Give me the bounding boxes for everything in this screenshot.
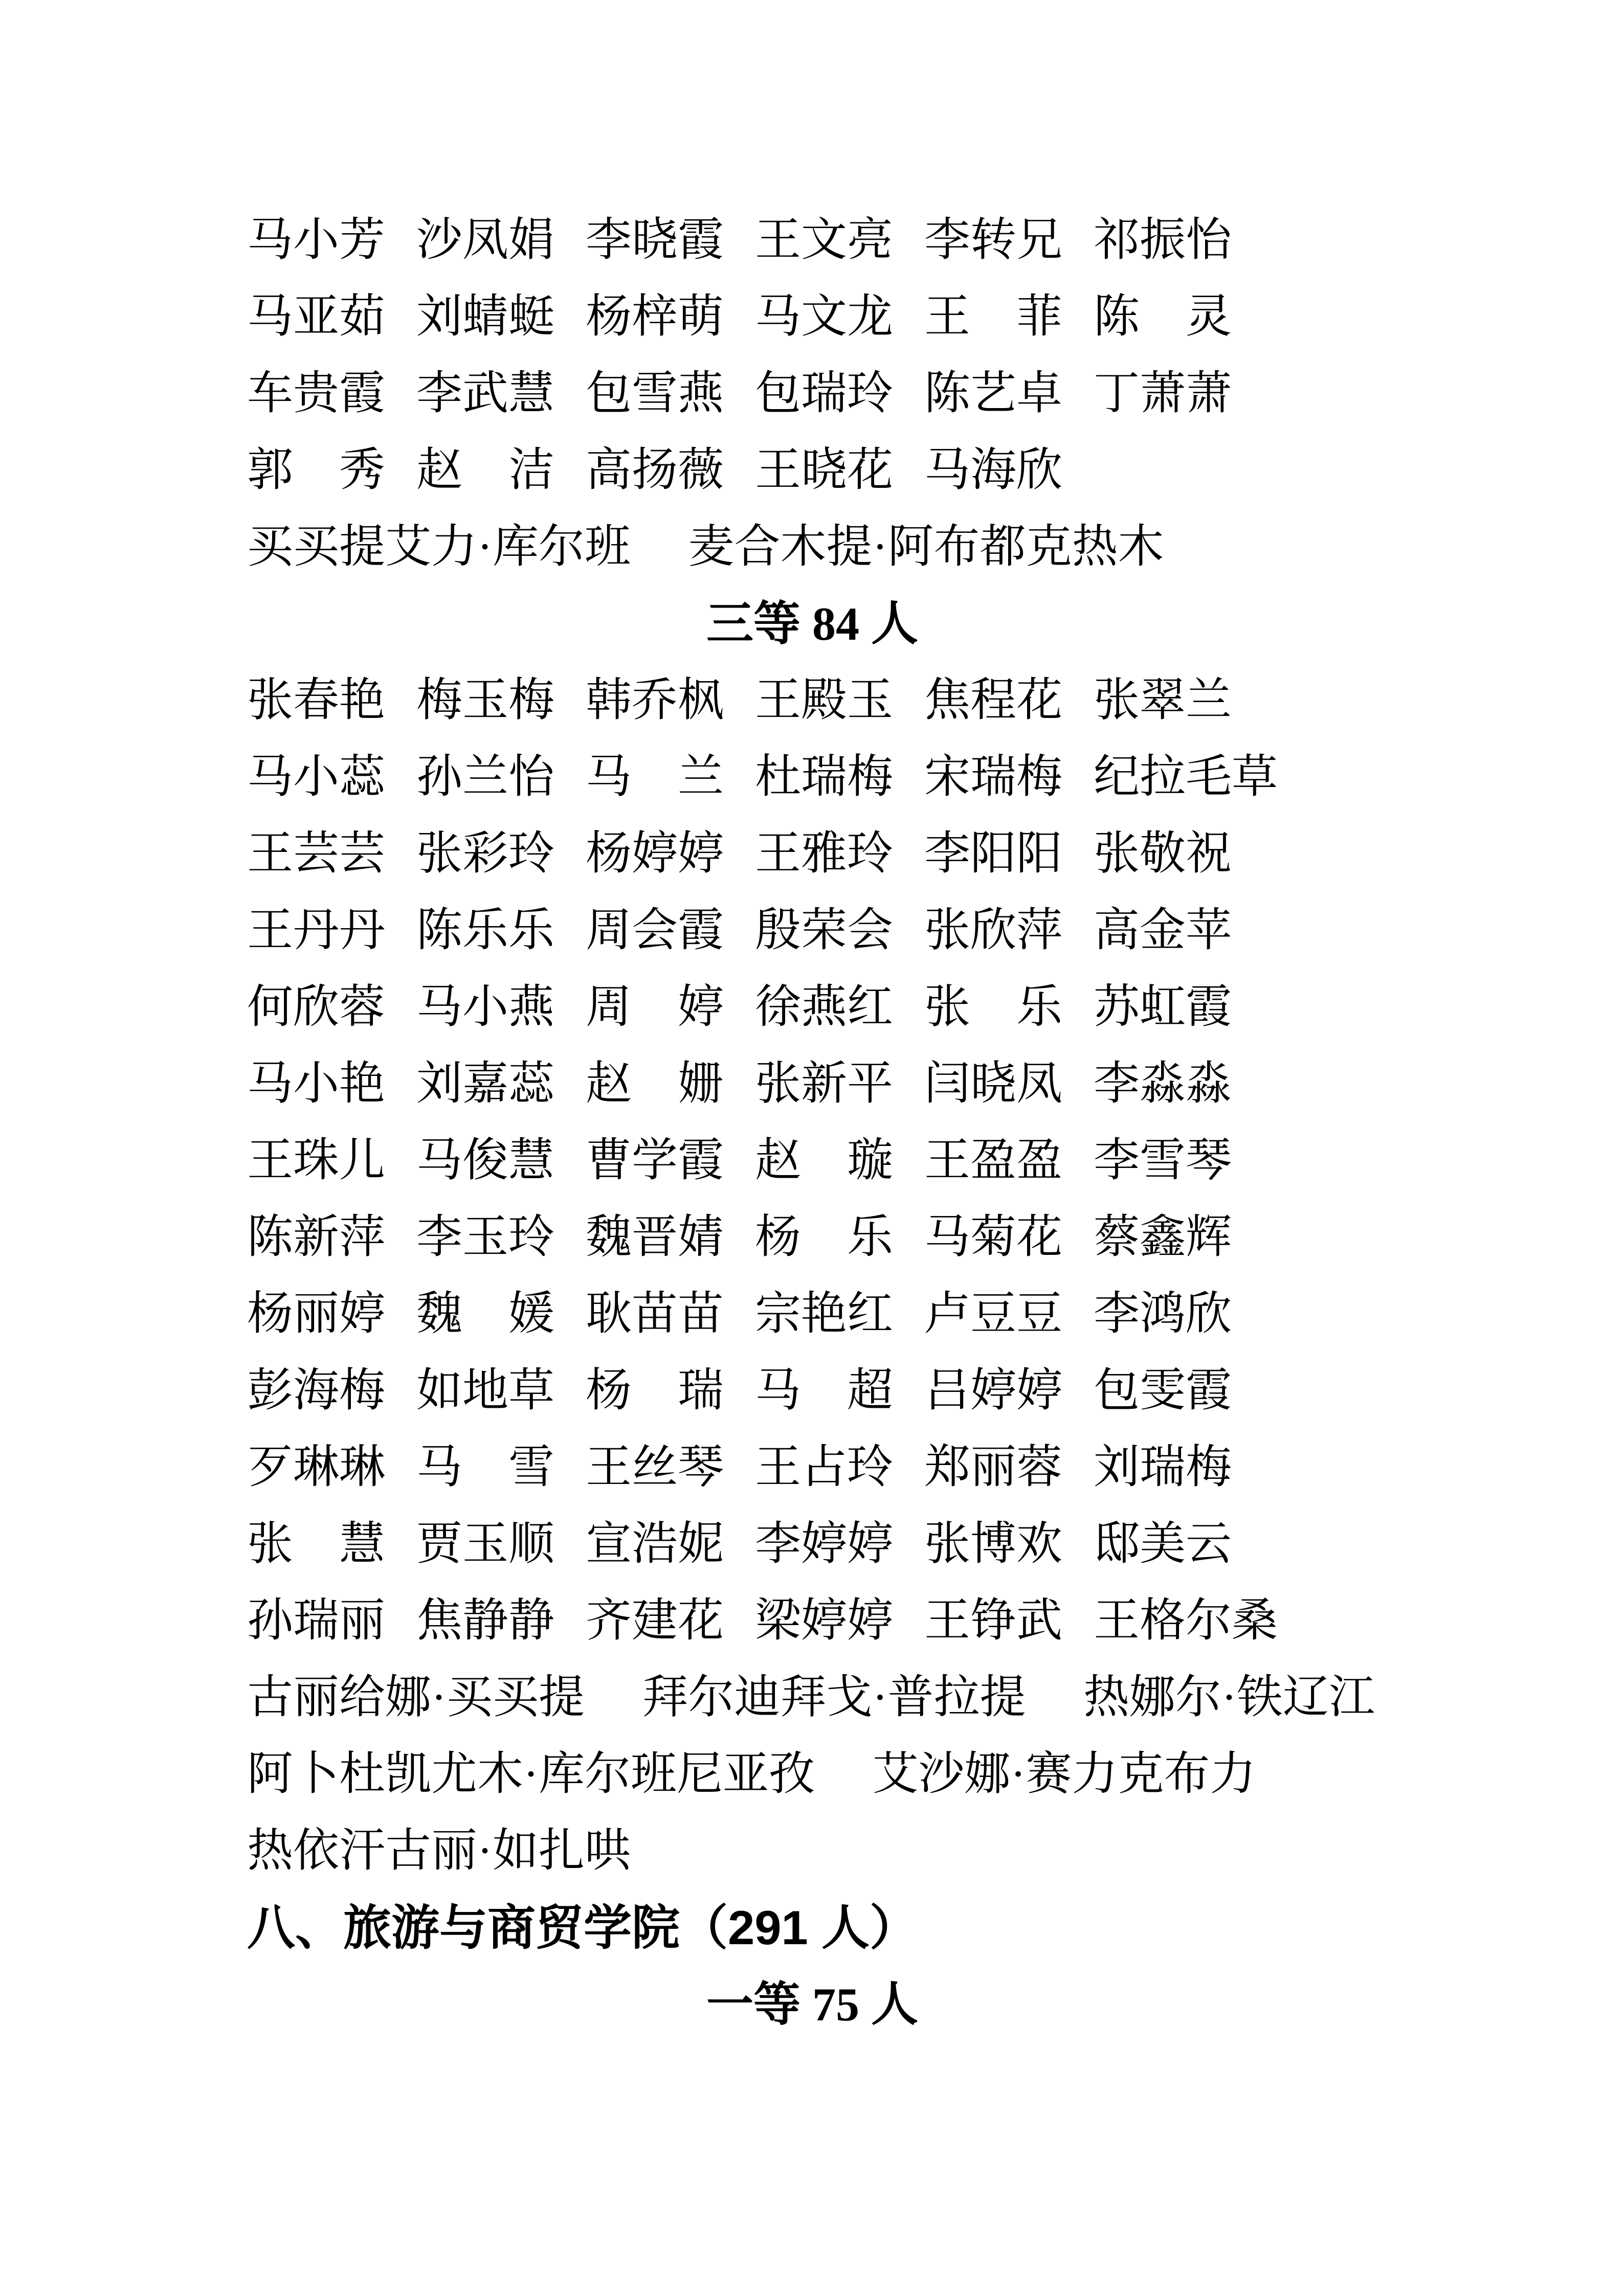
person-name: 杨 瑞 xyxy=(586,1365,724,1416)
person-name: 马小燕 xyxy=(416,982,554,1032)
person-name: 徐燕红 xyxy=(755,982,893,1032)
name-row xyxy=(247,969,1377,1046)
third-class-name-rows xyxy=(247,662,1377,1889)
person-name: 杨婷婷 xyxy=(586,828,724,879)
person-name: 苏虹霞 xyxy=(1094,982,1232,1032)
long-name-row: 古丽给娜·买买提 拜尔迪拜戈·普拉提 热娜尔·铁辽江 xyxy=(247,1672,1375,1723)
person-name: 张博欢 xyxy=(924,1519,1062,1569)
person-name: 包雯霞 xyxy=(1094,1365,1232,1416)
person-name: 如地草 xyxy=(416,1365,554,1416)
award-list xyxy=(247,202,1377,2043)
person-name: 丁萧萧 xyxy=(1094,368,1232,419)
person-name: 李雪琴 xyxy=(1094,1135,1232,1186)
name-row xyxy=(247,202,1377,279)
person-name: 马小芳 xyxy=(247,215,385,265)
long-name-row: 买买提艾力·库尔班 麦合木提·阿布都克热木 xyxy=(247,522,1164,572)
person-name: 王盈盈 xyxy=(924,1135,1062,1186)
person-name: 耿苗苗 xyxy=(586,1289,724,1339)
person-name: 邸美云 xyxy=(1094,1519,1232,1569)
name-row xyxy=(247,739,1377,816)
person-name: 歹琳琳 xyxy=(247,1442,385,1493)
first-class-header: 一等 75 人 xyxy=(706,1978,918,2031)
name-row xyxy=(247,1353,1377,1429)
person-name: 祁振怡 xyxy=(1094,215,1232,265)
person-name: 李转兄 xyxy=(924,215,1062,265)
person-name: 宋瑞梅 xyxy=(924,752,1062,802)
person-name: 吕婷婷 xyxy=(924,1365,1062,1416)
person-name: 孙兰怡 xyxy=(416,752,554,802)
second-class-name-rows xyxy=(247,202,1377,586)
person-name: 宗艳红 xyxy=(755,1289,893,1339)
person-name: 王占玲 xyxy=(755,1442,893,1493)
long-name-row: 阿卜杜凯尤木·库尔班尼亚孜 艾沙娜·赛力克布力 xyxy=(247,1749,1256,1799)
person-name: 焦静静 xyxy=(416,1595,554,1646)
person-name: 沙凤娟 xyxy=(416,215,554,265)
person-name: 张欣萍 xyxy=(924,905,1062,956)
person-name: 陈艺卓 xyxy=(924,368,1062,419)
person-name: 杨梓萌 xyxy=(586,291,724,342)
person-name: 张彩玲 xyxy=(416,828,554,879)
person-name: 马 兰 xyxy=(586,752,724,802)
person-name: 马菊花 xyxy=(924,1212,1062,1263)
person-name: 魏晋婧 xyxy=(586,1212,724,1263)
name-row xyxy=(247,1429,1377,1506)
person-name: 韩乔枫 xyxy=(586,675,724,726)
person-name: 郭 秀 xyxy=(247,445,385,496)
person-name: 李鸿欣 xyxy=(1094,1289,1232,1339)
person-name: 闫晓凤 xyxy=(924,1059,1062,1109)
person-name: 包瑞玲 xyxy=(755,368,893,419)
person-name: 王殿玉 xyxy=(755,675,893,726)
person-name: 王晓花 xyxy=(755,445,893,496)
person-name: 殷荣会 xyxy=(755,905,893,956)
person-name: 陈乐乐 xyxy=(416,905,554,956)
person-name: 张新平 xyxy=(755,1059,893,1109)
college-section-header: 八、旅游与商贸学院（291 人） xyxy=(247,1901,918,1954)
person-name: 马小蕊 xyxy=(247,752,385,802)
person-name: 王 菲 xyxy=(924,291,1062,342)
person-name: 王铮武 xyxy=(924,1595,1062,1646)
person-name: 赵 洁 xyxy=(416,445,554,496)
person-name: 杨丽婷 xyxy=(247,1289,385,1339)
person-name: 王雅玲 xyxy=(755,828,893,879)
person-name: 马海欣 xyxy=(924,445,1062,496)
person-name: 赵 姗 xyxy=(586,1059,724,1109)
person-name: 王文亮 xyxy=(755,215,893,265)
person-name: 陈 灵 xyxy=(1094,291,1232,342)
person-name: 杨 乐 xyxy=(755,1212,893,1263)
person-name: 李婷婷 xyxy=(755,1519,893,1569)
person-name: 李玉玲 xyxy=(416,1212,554,1263)
person-name: 蔡鑫辉 xyxy=(1094,1212,1232,1263)
person-name: 魏 媛 xyxy=(416,1289,554,1339)
person-name: 张 乐 xyxy=(924,982,1062,1032)
person-name: 刘瑞梅 xyxy=(1094,1442,1232,1493)
person-name: 周 婷 xyxy=(586,982,724,1032)
person-name: 张 慧 xyxy=(247,1519,385,1569)
name-row xyxy=(247,1276,1377,1353)
third-class-header: 三等 84 人 xyxy=(706,598,918,650)
name-row xyxy=(247,1046,1377,1122)
name-row xyxy=(247,816,1377,892)
person-name: 马亚茹 xyxy=(247,291,385,342)
person-name: 彭海梅 xyxy=(247,1365,385,1416)
person-name: 李武慧 xyxy=(416,368,554,419)
person-name: 曹学霞 xyxy=(586,1135,724,1186)
person-name: 李晓霞 xyxy=(586,215,724,265)
person-name: 马 雪 xyxy=(416,1442,554,1493)
person-name: 张翠兰 xyxy=(1094,675,1232,726)
name-row xyxy=(247,432,1377,509)
person-name: 梅玉梅 xyxy=(416,675,554,726)
person-name: 杜瑞梅 xyxy=(755,752,893,802)
person-name: 刘嘉蕊 xyxy=(416,1059,554,1109)
person-name: 孙瑞丽 xyxy=(247,1595,385,1646)
name-row xyxy=(247,1199,1377,1276)
person-name: 齐建花 xyxy=(586,1595,724,1646)
name-row xyxy=(247,1583,1377,1659)
person-name: 高金苹 xyxy=(1094,905,1232,956)
person-name: 纪拉毛草 xyxy=(1094,752,1278,802)
person-name: 马文龙 xyxy=(755,291,893,342)
person-name: 马小艳 xyxy=(247,1059,385,1109)
person-name: 王珠儿 xyxy=(247,1135,385,1186)
person-name: 赵 璇 xyxy=(755,1135,893,1186)
person-name: 包雪燕 xyxy=(586,368,724,419)
person-name: 贾玉顺 xyxy=(416,1519,554,1569)
person-name: 张春艳 xyxy=(247,675,385,726)
person-name: 李淼淼 xyxy=(1094,1059,1232,1109)
person-name: 王格尔桑 xyxy=(1094,1595,1278,1646)
name-row xyxy=(247,892,1377,969)
person-name: 梁婷婷 xyxy=(755,1595,893,1646)
person-name: 马 超 xyxy=(755,1365,893,1416)
person-name: 陈新萍 xyxy=(247,1212,385,1263)
name-row xyxy=(247,355,1377,432)
person-name: 周会霞 xyxy=(586,905,724,956)
person-name: 王丝琴 xyxy=(586,1442,724,1493)
long-name-row: 热依汗古丽·如扎哄 xyxy=(247,1826,631,1876)
person-name: 王芸芸 xyxy=(247,828,385,879)
person-name: 何欣蓉 xyxy=(247,982,385,1032)
person-name: 焦程花 xyxy=(924,675,1062,726)
person-name: 宣浩妮 xyxy=(586,1519,724,1569)
name-row xyxy=(247,279,1377,355)
name-row xyxy=(247,662,1377,739)
person-name: 张敬祝 xyxy=(1094,828,1232,879)
name-row xyxy=(247,1122,1377,1199)
person-name: 高扬薇 xyxy=(586,445,724,496)
name-row xyxy=(247,1506,1377,1583)
person-name: 王丹丹 xyxy=(247,905,385,956)
person-name: 车贵霞 xyxy=(247,368,385,419)
person-name: 刘蜻蜓 xyxy=(416,291,554,342)
person-name: 卢豆豆 xyxy=(924,1289,1062,1339)
person-name: 郑丽蓉 xyxy=(924,1442,1062,1493)
person-name: 马俊慧 xyxy=(416,1135,554,1186)
person-name: 李阳阳 xyxy=(924,828,1062,879)
